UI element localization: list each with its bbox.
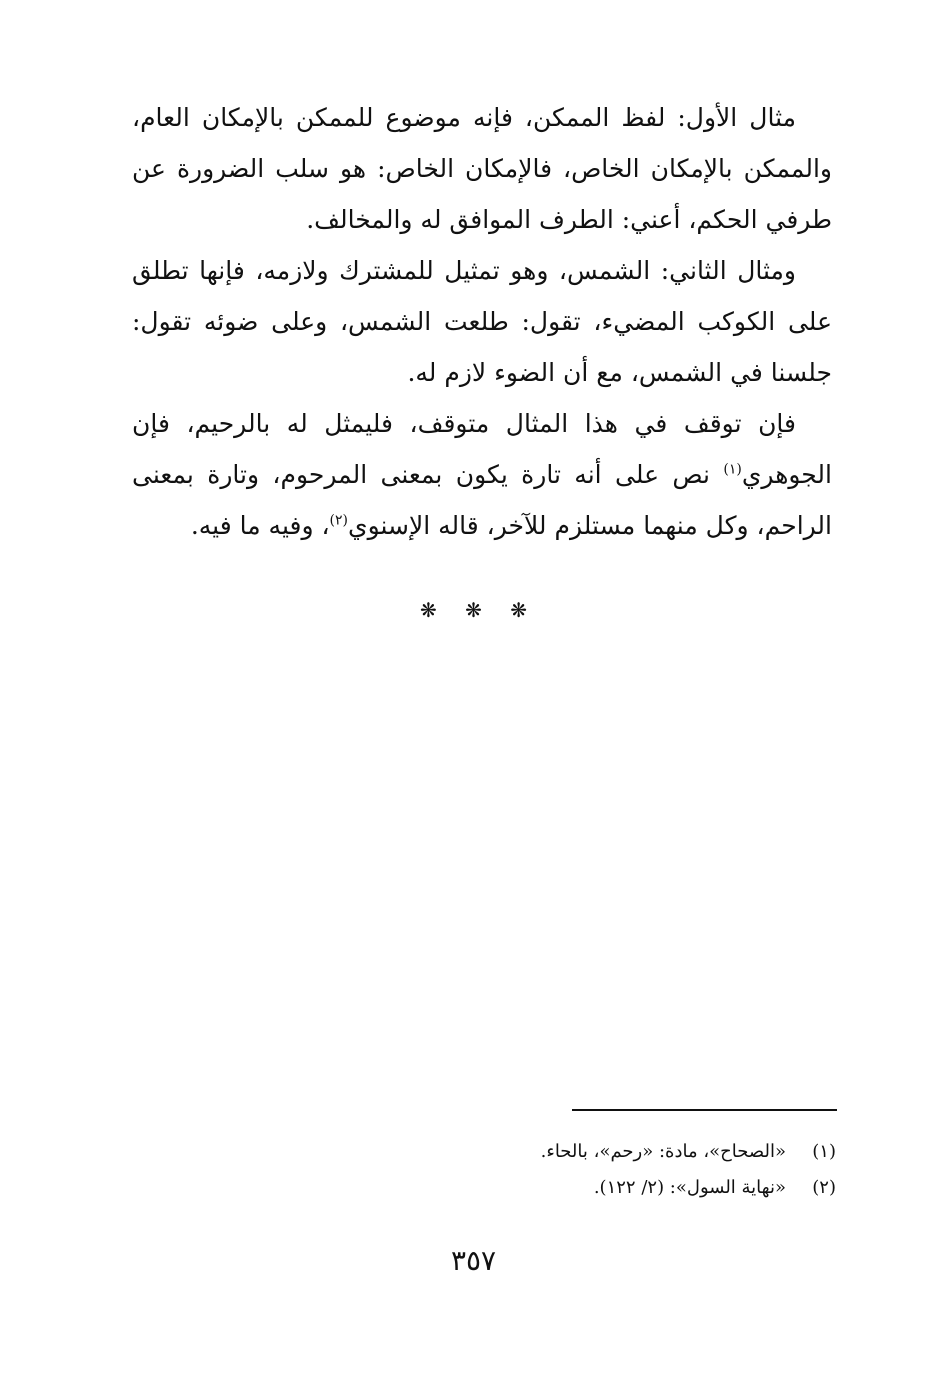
separator-star-icon: ❋ <box>465 598 482 622</box>
footnote-ref-2[interactable]: (٢) <box>329 512 349 529</box>
paragraph-3 <box>132 398 832 551</box>
paragraph-3-part-2: نص على أنه تارة يكون بمعنى المرحوم، وتارة بمعنى الراحم، وكل منهما مستلزم للآخر، قاله الإسنوي <box>132 460 832 540</box>
footnote-2-text: «نهاية السول»: (٢/ ١٢٢). <box>593 1177 786 1198</box>
paragraph-1: مثال الأول: لفظ الممكن، فإنه موضوع للممكن بالإمكان العام، والممكن بالإمكان الخاص، فالإمكان الخاص: هو سلب الضرورة عن طرفي الحكم، أعني: الطرف الموافق له والمخالف. <box>132 103 832 234</box>
main-text <box>132 92 832 551</box>
footnote-2 <box>420 1170 836 1206</box>
footnote-1-number: (١) <box>812 1141 836 1162</box>
footnote-2-number: (٢) <box>812 1177 836 1198</box>
footnotes <box>420 1134 836 1206</box>
footnote-1 <box>420 1134 836 1170</box>
footnote-ref-1[interactable]: (١) <box>723 461 742 478</box>
section-separator <box>0 598 947 622</box>
separator-star-icon: ❋ <box>510 598 527 622</box>
footnote-1-text: «الصحاح»، مادة: «رحم»، بالحاء. <box>540 1141 786 1162</box>
paragraph-3-part-3: ، وفيه ما فيه. <box>190 511 330 540</box>
paragraph-2: ومثال الثاني: الشمس، وهو تمثيل للمشترك ولازمه، فإنها تطلق على الكوكب المضيء، تقول: طلعت الشمس، وعلى ضوئه تقول: جلسنا في الشمس، مع أن الضوء لازم له. <box>132 256 832 387</box>
paragraph-3-part-1: فإن توقف في هذا المثال متوقف، فليمثل له بالرحيم، فإن الجوهري <box>132 409 832 489</box>
separator-star-icon: ❋ <box>419 598 437 622</box>
footnote-divider <box>572 1109 837 1111</box>
page-number: ٣٥٧ <box>450 1244 497 1277</box>
